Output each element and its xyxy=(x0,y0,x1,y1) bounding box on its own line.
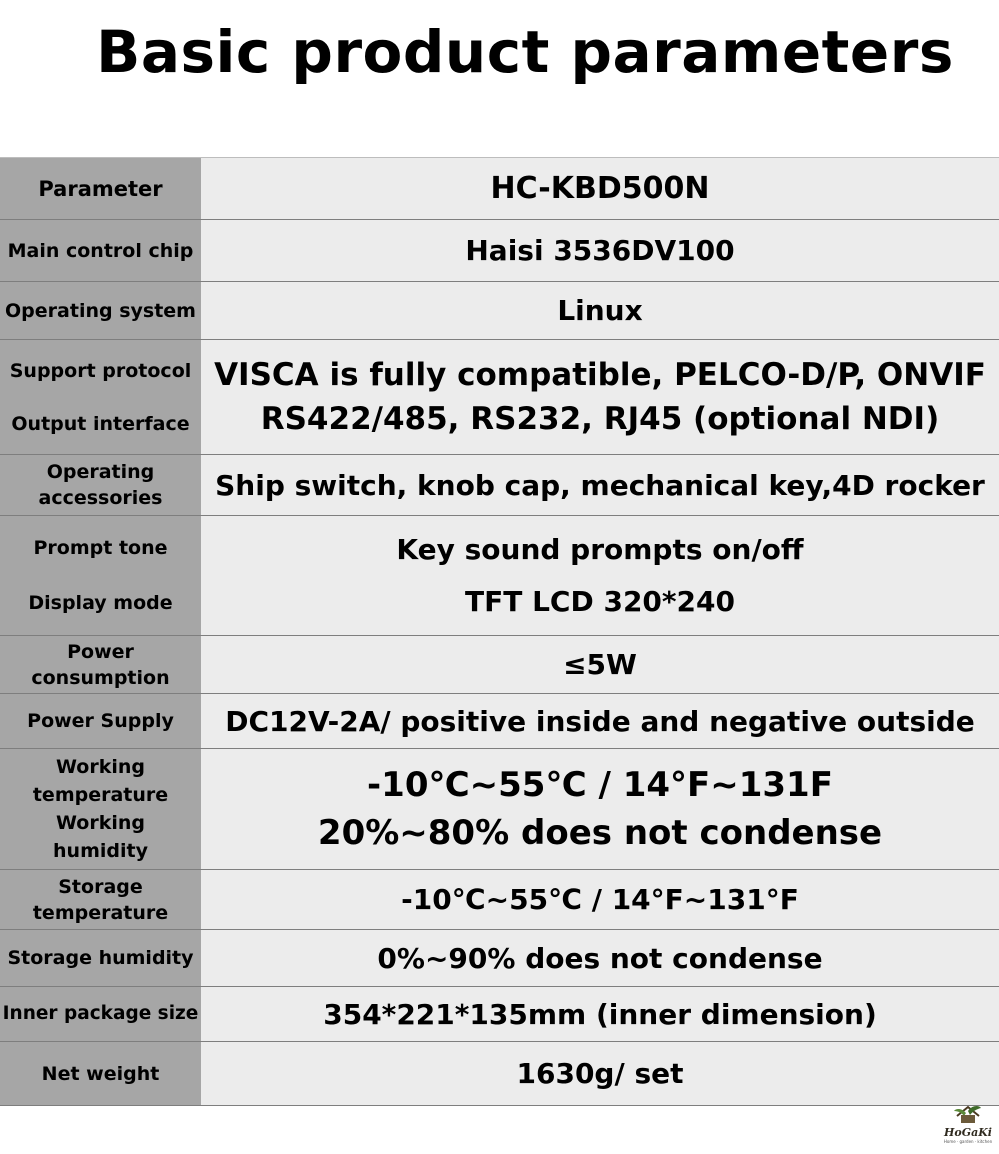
table-row xyxy=(0,930,999,987)
table-row xyxy=(0,220,999,282)
value-cell xyxy=(201,987,999,1041)
value-cell xyxy=(201,930,999,986)
table-row xyxy=(0,694,999,749)
row-label: Display mode xyxy=(28,592,173,615)
label-cell xyxy=(0,282,201,339)
value-cell xyxy=(201,749,999,869)
table-row xyxy=(0,282,999,340)
table-row xyxy=(0,340,999,455)
label-cell xyxy=(0,158,201,219)
value-cell xyxy=(201,220,999,281)
row-label: Main control chip xyxy=(7,239,194,262)
value-cell xyxy=(201,455,999,515)
row-label: temperature xyxy=(32,784,169,806)
page-title: Basic product parameters xyxy=(96,18,954,86)
value-cell xyxy=(201,340,999,454)
row-label: Power Supply xyxy=(27,710,174,732)
row-label: humidity xyxy=(53,840,148,862)
row-value: -10℃~55℃ / 14°F~131F xyxy=(367,765,833,805)
row-label: Power xyxy=(67,640,134,663)
table-row xyxy=(0,987,999,1042)
table-row xyxy=(0,516,999,636)
row-value: HC-KBD500N xyxy=(490,171,710,206)
value-cell xyxy=(201,282,999,339)
row-label: consumption xyxy=(31,666,170,689)
table-row xyxy=(0,749,999,870)
row-value: Haisi 3536DV100 xyxy=(465,234,735,267)
value-cell xyxy=(201,870,999,929)
label-cell xyxy=(0,749,201,869)
row-label: accessories xyxy=(38,487,163,509)
table-row xyxy=(0,870,999,930)
row-label: Operating xyxy=(46,461,155,483)
label-cell xyxy=(0,1042,201,1105)
table-row xyxy=(0,455,999,516)
row-value: 1630g/ set xyxy=(516,1057,684,1090)
value-cell xyxy=(201,158,999,219)
row-value: Ship switch, knob cap, mechanical key,4D rocker xyxy=(215,468,985,502)
row-label: temperature xyxy=(32,901,169,924)
value-cell xyxy=(201,636,999,693)
label-cell xyxy=(0,516,201,635)
row-label: Operating system xyxy=(5,299,196,322)
label-cell xyxy=(0,930,201,986)
row-value: Linux xyxy=(557,294,643,327)
table-row xyxy=(0,1042,999,1106)
row-label: Inner package size xyxy=(2,1003,199,1024)
value-cell xyxy=(201,694,999,748)
row-label: Net weight xyxy=(41,1062,160,1085)
label-cell xyxy=(0,220,201,281)
value-cell xyxy=(201,516,999,635)
row-value: 20%~80% does not condense xyxy=(317,813,883,853)
label-cell xyxy=(0,694,201,748)
table-row-header xyxy=(0,158,999,220)
row-value: RS422/485, RS232, RJ45 (optional NDI) xyxy=(260,401,940,437)
row-value: VISCA is fully compatible, PELCO-D/P, ONVIF xyxy=(214,357,986,393)
label-cell xyxy=(0,870,201,929)
row-value: TFT LCD 320*240 xyxy=(465,584,735,618)
row-value: -10℃~55℃ / 14°F~131°F xyxy=(401,883,799,916)
svg-text:Home · garden · kitchen: Home · garden · kitchen xyxy=(943,1139,993,1144)
label-cell xyxy=(0,636,201,693)
row-label: Parameter xyxy=(38,176,163,201)
parameter-table xyxy=(0,157,999,1106)
row-label: Support protocol xyxy=(9,359,192,382)
row-label: Working xyxy=(56,812,145,834)
row-value: Key sound prompts on/off xyxy=(396,532,804,566)
row-value: 0%~90% does not condense xyxy=(377,941,823,975)
row-label: Storage xyxy=(58,875,143,898)
row-label: Output interface xyxy=(11,412,190,435)
table-row xyxy=(0,636,999,694)
leaf-house-icon xyxy=(939,1102,997,1146)
row-label: Storage humidity xyxy=(7,947,194,969)
row-value: ≤5W xyxy=(563,648,637,681)
svg-text:HoGaKi: HoGaKi xyxy=(944,1126,992,1139)
label-cell xyxy=(0,987,201,1041)
brand-logo xyxy=(939,1102,997,1146)
label-cell xyxy=(0,340,201,454)
value-cell xyxy=(201,1042,999,1105)
row-label: Working xyxy=(56,756,145,778)
row-label: Prompt tone xyxy=(33,536,168,559)
row-value: DC12V-2A/ positive inside and negative outside xyxy=(225,704,975,738)
row-value: 354*221*135mm (inner dimension) xyxy=(323,997,877,1031)
label-cell xyxy=(0,455,201,515)
